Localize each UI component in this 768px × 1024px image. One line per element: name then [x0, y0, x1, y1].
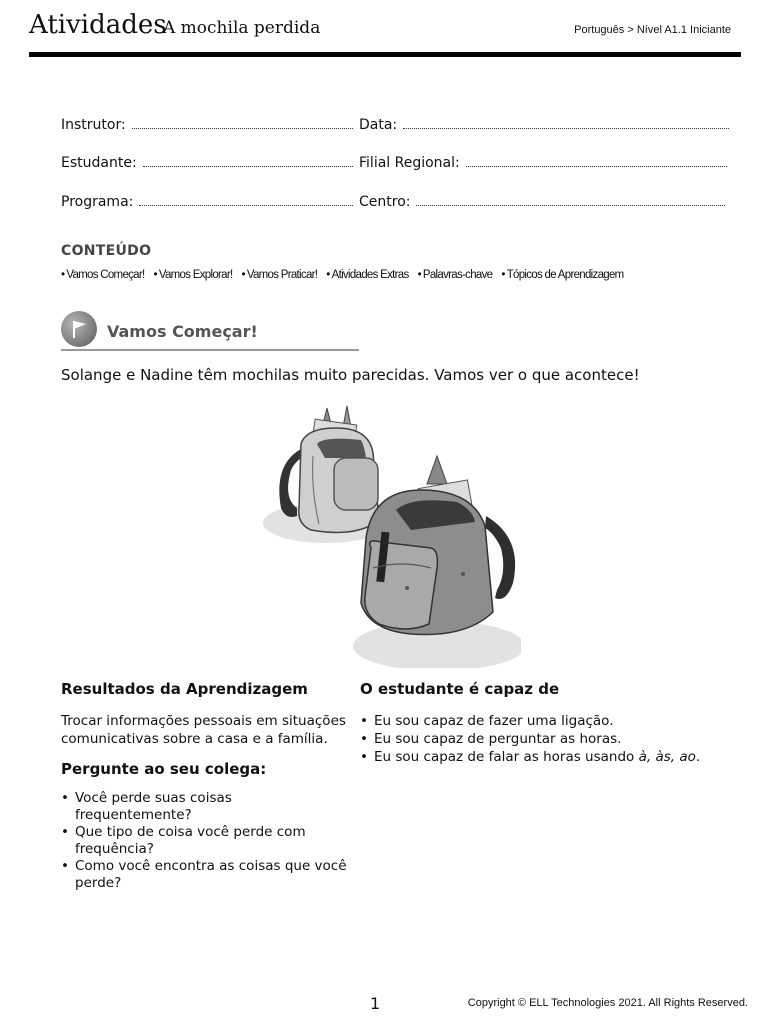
program-field	[61, 191, 353, 210]
page-subtitle: A mochila perdida	[163, 18, 321, 38]
can-do-item3-suffix: .	[695, 749, 701, 765]
list-item: • Eu sou capaz de perguntar as horas.	[360, 730, 745, 748]
branch-label: Filial Regional:	[359, 155, 460, 171]
list-item: • Que tipo de coisa você perde com frequência?	[61, 824, 351, 858]
contents-item[interactable]: • Palavras-chave	[418, 269, 493, 281]
form-row-3	[61, 191, 729, 213]
instructor-label: Instrutor:	[61, 117, 126, 133]
date-label: Data:	[359, 117, 398, 133]
copyright: Copyright © ELL Technologies 2021. All Rights Reserved.	[467, 997, 748, 1009]
program-label: Programa:	[61, 194, 134, 210]
can-do-list	[360, 712, 745, 766]
contents-item[interactable]: • Vamos Praticar!	[242, 269, 318, 281]
ask-title: Pergunte ao seu colega:	[61, 760, 267, 778]
student-field	[61, 152, 353, 171]
date-input-line[interactable]	[403, 114, 729, 129]
ask-list	[61, 790, 351, 892]
list-item: • Você perde suas coisas frequentemente?	[61, 790, 351, 824]
list-item: • Como você encontra as coisas que você perde?	[61, 858, 351, 892]
right-column	[360, 680, 745, 766]
left-column	[61, 680, 351, 892]
center-field	[359, 191, 725, 210]
page-number: 1	[370, 994, 381, 1013]
flag-icon	[61, 311, 97, 347]
can-do-item3-text: Eu sou capaz de falar as horas usando	[374, 749, 639, 765]
list-item: • Eu sou capaz de fazer uma ligação.	[360, 712, 745, 730]
contents-list	[61, 269, 741, 281]
section-title: Vamos Começar!	[107, 322, 258, 341]
program-input-line[interactable]	[139, 191, 353, 206]
header-rule	[29, 52, 741, 57]
center-label: Centro:	[359, 194, 411, 210]
contents-item[interactable]: • Tópicos de Aprendizagem	[501, 269, 623, 281]
center-input-line[interactable]	[416, 191, 725, 206]
branch-field	[359, 152, 727, 171]
list-item	[360, 748, 745, 766]
page-title: Atividades	[29, 10, 167, 40]
form-row-1	[61, 114, 729, 136]
student-input-line[interactable]	[143, 152, 353, 167]
outcomes-title: Resultados da Aprendizagem	[61, 680, 308, 698]
contents-item[interactable]: • Atividades Extras	[326, 269, 408, 281]
contents-item[interactable]: • Vamos Explorar!	[154, 269, 233, 281]
instructor-input-line[interactable]	[132, 114, 353, 129]
branch-input-line[interactable]	[466, 152, 727, 167]
backpacks-illustration	[261, 398, 521, 668]
student-label: Estudante:	[61, 155, 137, 171]
can-do-title: O estudante é capaz de	[360, 680, 560, 698]
contents-item[interactable]: • Vamos Começar!	[61, 269, 145, 281]
intro-text: Solange e Nadine têm mochilas muito parecidas. Vamos ver o que acontece!	[61, 366, 640, 384]
date-field	[359, 114, 729, 133]
breadcrumb: Português > Nível A1.1 Iniciante	[574, 24, 731, 36]
can-do-item3-italic: à, às, ao	[638, 749, 696, 765]
section-header	[61, 311, 359, 351]
form-row-2	[61, 152, 729, 174]
instructor-field	[61, 114, 353, 133]
page-header	[29, 10, 741, 46]
outcomes-text: Trocar informações pessoais em situações comunicativas sobre a casa e a família.	[61, 713, 346, 747]
contents-heading: CONTEÚDO	[61, 243, 152, 259]
